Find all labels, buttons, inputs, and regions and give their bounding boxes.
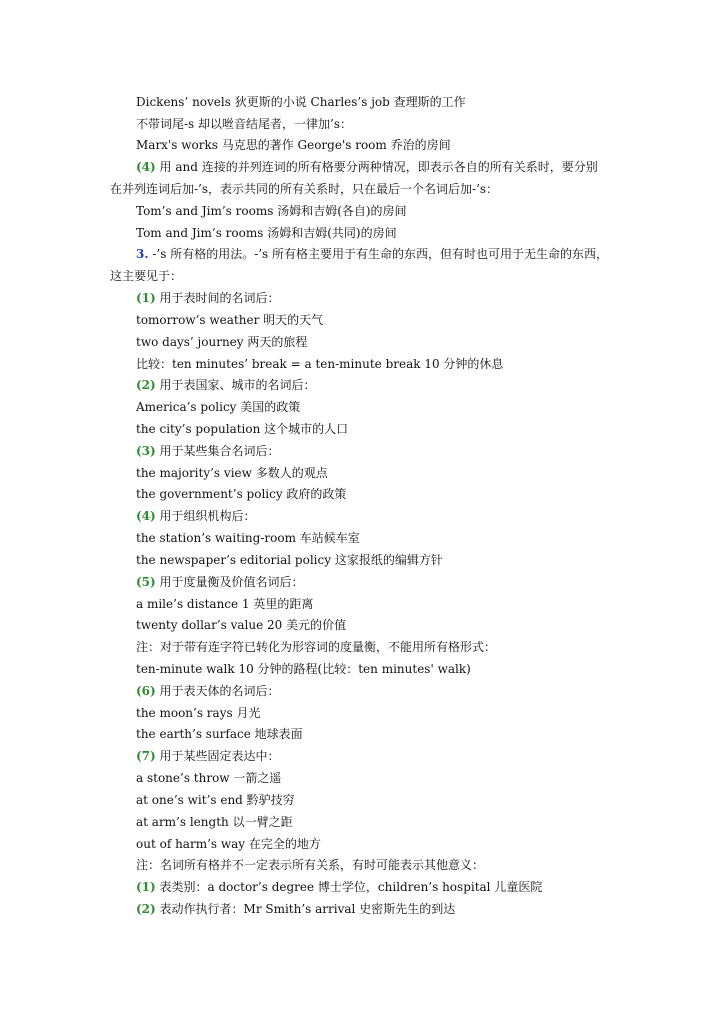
- text-line: the majority’s view 多数人的观点: [136, 466, 328, 480]
- text-line: (5) 用于度量衡及价值名词后：: [136, 575, 304, 589]
- item-number: (6): [136, 684, 156, 698]
- item-number: (3): [136, 444, 156, 458]
- text-line: 这主要见于：: [110, 269, 183, 283]
- item-number: (4): [136, 509, 156, 523]
- section-heading: 3. -’s 所有格的用法。-’s 所有格主要用于有生命的东西，但有时也可用于无生命的东西，: [136, 247, 609, 261]
- item-number: (4): [136, 160, 156, 174]
- text-line: (1) 表类别：a doctor’s degree 博士学位，children’s hospital 儿童医院: [136, 880, 543, 894]
- text-line: (4) 用 and 连接的并列连词的所有格要分两种情况，即表示各自的所有关系时，要分别: [136, 160, 598, 174]
- item-number: (1): [136, 880, 156, 894]
- item-number: (2): [136, 378, 156, 392]
- text-line: 在并列连词后加-’s，表示共同的所有关系时，只在最后一个名词后加-’s：: [110, 182, 499, 196]
- item-number: (1): [136, 291, 156, 305]
- text-line: the moon’s rays 月光: [136, 706, 261, 720]
- text-line: America’s policy 美国的政策: [136, 400, 301, 414]
- item-number: (2): [136, 902, 156, 916]
- text-line: Tom and Jim’s rooms 汤姆和吉姆(共同)的房间: [136, 226, 397, 240]
- text-line: at one’s wit’s end 黔驴技穷: [136, 793, 295, 807]
- text-line: (2) 表动作执行者：Mr Smith’s arrival 史密斯先生的到达: [136, 902, 456, 916]
- text-line: 注：名词所有格并不一定表示所有关系，有时可能表示其他意义：: [136, 858, 485, 872]
- text-line: (1) 用于表时间的名词后：: [136, 291, 280, 305]
- text-line: tomorrow’s weather 明天的天气: [136, 313, 324, 327]
- text-line: Marx's works 马克思的著作 George's room 乔治的房间: [136, 138, 451, 152]
- text-line: two days’ journey 两天的旅程: [136, 335, 308, 349]
- text-line: the government’s policy 政府的政策: [136, 487, 347, 501]
- text-line: Dickens’ novels 狄更斯的小说 Charles’s job 查理斯的工作: [136, 95, 466, 109]
- text-line: the city’s population 这个城市的人口: [136, 422, 349, 436]
- section-number: 3.: [136, 247, 149, 261]
- text-line: 不带词尾-s 却以咝音结尾者，一律加’s：: [136, 117, 353, 131]
- text-line: twenty dollar’s value 20 美元的价值: [136, 618, 347, 632]
- text-line: out of harm’s way 在完全的地方: [136, 837, 321, 851]
- text-line: 注：对于带有连字符已转化为形容词的度量衡，不能用所有格形式：: [136, 640, 497, 654]
- text-line: the newspaper’s editorial policy 这家报纸的编辑方针: [136, 553, 443, 567]
- text-line: (4) 用于组织机构后：: [136, 509, 256, 523]
- text-line: (7) 用于某些固定表达中：: [136, 749, 280, 763]
- text-line: the station’s waiting-room 车站候车室: [136, 531, 360, 545]
- text-line: the earth’s surface 地球表面: [136, 727, 303, 741]
- text-line: (2) 用于表国家、城市的名词后：: [136, 378, 316, 392]
- text-line: 比较：ten minutes’ break = a ten-minute break 10 分钟的休息: [136, 357, 504, 371]
- text-line: at arm’s length 以一臂之距: [136, 815, 293, 829]
- text-line: Tom’s and Jim’s rooms 汤姆和吉姆(各自)的房间: [136, 204, 407, 218]
- text-line: (3) 用于某些集合名词后：: [136, 444, 280, 458]
- text-line: a stone’s throw 一箭之遥: [136, 771, 282, 785]
- text-line: a mile’s distance 1 英里的距离: [136, 597, 314, 611]
- item-number: (7): [136, 749, 156, 763]
- text-line: ten-minute walk 10 分钟的路程(比较：ten minutes' walk): [136, 662, 471, 676]
- text-line: (6) 用于表天体的名词后：: [136, 684, 280, 698]
- item-number: (5): [136, 575, 156, 589]
